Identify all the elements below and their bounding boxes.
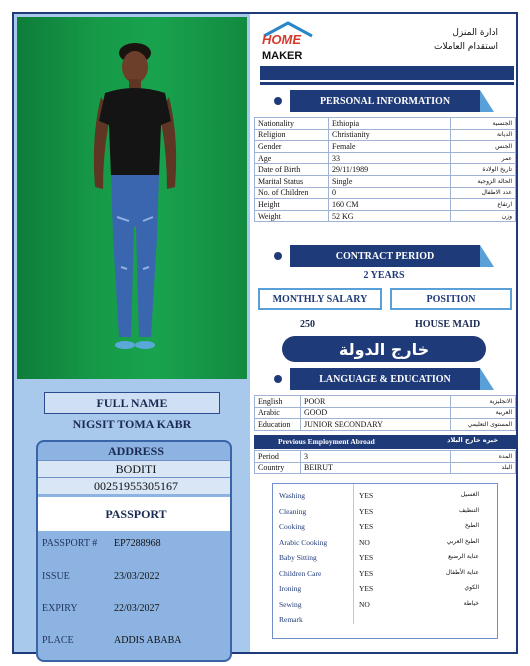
table-row — [255, 187, 516, 199]
row-label-ar: البلد — [451, 462, 516, 474]
passport-place-row — [42, 627, 230, 655]
home-maker-logo — [260, 20, 316, 64]
table-row — [255, 407, 516, 419]
header-accent-icon — [480, 368, 494, 390]
right-column — [250, 14, 518, 652]
table-row — [255, 210, 516, 222]
skill-name-ar: الكوي — [464, 584, 479, 591]
passport-number-value: EP7288968 — [114, 538, 161, 549]
table-row — [255, 419, 516, 431]
passport-expiry-value: 22/03/2027 — [114, 603, 160, 614]
skill-name-ar: الطبخ العربي — [446, 537, 479, 545]
table-row — [255, 462, 516, 474]
skill-name: Arabic Cooking — [279, 537, 328, 547]
skill-name: Cooking — [279, 522, 305, 531]
skill-name: Washing — [279, 491, 306, 500]
row-value: 52 KG — [329, 210, 451, 222]
skills-table — [272, 483, 498, 639]
section-bullet-icon — [274, 375, 282, 383]
arabic-header — [434, 26, 498, 54]
row-label: Nationality — [255, 118, 329, 130]
row-value: 0 — [329, 187, 451, 199]
previous-employment-title: Previous Employment Abroad — [278, 437, 375, 446]
skill-row — [273, 550, 497, 566]
candidate-photo — [17, 17, 247, 379]
row-label: Weight — [255, 210, 329, 222]
row-label-ar: الجنسية — [451, 118, 516, 130]
monthly-salary-label: MONTHLY SALARY — [258, 288, 382, 310]
header-accent-icon — [480, 245, 494, 267]
skill-row — [273, 581, 497, 597]
passport-place-label: PLACE — [42, 635, 74, 646]
table-row — [255, 199, 516, 211]
skill-value: NO — [359, 537, 370, 547]
row-label: Arabic — [255, 407, 301, 419]
full-name-value: NIGSIT TOMA KABR — [72, 417, 192, 431]
row-value: 33 — [329, 152, 451, 164]
table-row — [255, 118, 516, 130]
row-label-ar: الديانة — [451, 129, 516, 141]
row-value: 160 CM — [329, 199, 451, 211]
monthly-salary-value: 250 — [300, 319, 315, 330]
skill-value: YES — [359, 584, 374, 593]
row-label-ar: المستوى التعليمي — [451, 419, 516, 431]
skill-name: Sewing — [279, 599, 302, 609]
passport-issue-label: ISSUE — [42, 571, 70, 582]
row-value: Female — [329, 141, 451, 153]
passport-expiry-label: EXPIRY — [42, 603, 78, 614]
address-label: ADDRESS — [107, 444, 164, 458]
skill-value: YES — [359, 553, 374, 562]
passport-place-value: ADDIS ABABA — [114, 635, 182, 646]
skill-name: Children Care — [279, 568, 322, 578]
row-value: JUNIOR SECONDARY — [301, 419, 451, 431]
skill-value: YES — [359, 522, 374, 531]
skill-row — [273, 504, 497, 520]
skill-name-ar: عناية الأطفال — [445, 568, 479, 576]
row-label-ar: عدد الاطفال — [451, 187, 516, 199]
skill-row — [273, 488, 497, 504]
contract-period-header: CONTRACT PERIOD — [290, 245, 480, 267]
row-label-ar: الجنس — [451, 141, 516, 153]
left-column — [14, 14, 250, 652]
skill-name-ar: الطبخ — [464, 522, 479, 529]
row-label: Country — [255, 462, 301, 474]
header-accent-icon — [480, 90, 494, 112]
row-label: English — [255, 396, 301, 408]
table-row — [255, 152, 516, 164]
skill-name-ar: عناية الرضيع — [448, 553, 479, 560]
passport-title: PASSPORT — [38, 497, 232, 531]
skill-row — [273, 597, 497, 613]
logo-maker-text: MAKER — [262, 50, 303, 62]
row-label: Period — [255, 451, 301, 463]
arabic-header-line-2: استقدام العاملات — [434, 42, 498, 52]
position-label: POSITION — [390, 288, 512, 310]
personal-info-header: PERSONAL INFORMATION — [290, 90, 480, 112]
previous-employment-table — [254, 450, 516, 474]
row-label: Education — [255, 419, 301, 431]
skill-name-ar: الغسيل — [460, 491, 479, 498]
header-rule — [260, 82, 514, 85]
passport-number-row — [42, 530, 230, 558]
skill-row — [273, 612, 497, 628]
row-label-ar: العربية — [451, 407, 516, 419]
section-bullet-icon — [274, 97, 282, 105]
full-name-label: FULL NAME — [44, 392, 220, 414]
table-row — [255, 164, 516, 176]
row-label: Religion — [255, 129, 329, 141]
row-label-ar: الحالة الزوجية — [451, 175, 516, 187]
row-value: POOR — [301, 396, 451, 408]
previous-employment-title-ar: خبره خارج البلاد — [447, 436, 498, 444]
row-label: Marital Status — [255, 175, 329, 187]
row-value: 29/11/1989 — [329, 164, 451, 176]
arabic-header-line-1: ادارة المنزل — [452, 28, 498, 38]
passport-issue-row — [42, 563, 230, 591]
address-passport-card — [36, 440, 232, 662]
skill-name: Remark — [279, 615, 303, 624]
row-label-ar: المده — [451, 451, 516, 463]
row-value: GOOD — [301, 407, 451, 419]
skill-row — [273, 566, 497, 582]
table-row — [255, 175, 516, 187]
table-row — [255, 141, 516, 153]
row-label: No. of Children — [255, 187, 329, 199]
skill-value: YES — [359, 568, 374, 578]
skill-name: Ironing — [279, 584, 302, 593]
row-label: Height — [255, 199, 329, 211]
row-label-ar: الانجليزية — [451, 396, 516, 408]
position-value: HOUSE MAID — [415, 319, 481, 330]
skill-value: NO — [359, 599, 370, 609]
language-education-header: LANGUAGE & EDUCATION — [290, 368, 480, 390]
row-label: Age — [255, 152, 329, 164]
address-line-2: 00251955305167 — [38, 477, 232, 494]
skill-row — [273, 535, 497, 551]
passport-expiry-row — [42, 595, 230, 623]
passport-number-label: PASSPORT # — [42, 538, 98, 549]
row-label: Gender — [255, 141, 329, 153]
section-bullet-icon — [274, 252, 282, 260]
skill-value: YES — [359, 491, 374, 500]
logo-home-text: HOME — [262, 32, 301, 47]
row-label-ar: عمر — [451, 152, 516, 164]
abroad-banner: خارج الدولة — [282, 336, 486, 362]
row-value: BEIRUT — [301, 462, 451, 474]
skill-value: YES — [359, 506, 374, 516]
language-table — [254, 395, 516, 431]
row-value: 3 — [301, 451, 451, 463]
address-line-1: BODITI — [38, 460, 232, 477]
previous-employment-header — [254, 435, 516, 449]
row-value: Christianity — [329, 129, 451, 141]
table-row — [255, 451, 516, 463]
personal-info-table — [254, 117, 516, 222]
table-row — [255, 396, 516, 408]
row-label-ar: وزن — [451, 210, 516, 222]
skill-name-ar: خياطة — [463, 599, 479, 607]
row-label-ar: تاريخ الولادة — [451, 164, 516, 176]
skill-name: Baby Sitting — [279, 553, 317, 562]
contract-period-value: 2 YEARS — [363, 270, 405, 281]
row-label: Date of Birth — [255, 164, 329, 176]
skill-name-ar: التنظيف — [458, 506, 479, 514]
skill-name: Cleaning — [279, 506, 307, 516]
header-bar — [260, 66, 514, 80]
passport-issue-value: 23/03/2022 — [114, 571, 160, 582]
table-row — [255, 129, 516, 141]
row-value: Single — [329, 175, 451, 187]
skill-row — [273, 519, 497, 535]
row-value: Ethiopia — [329, 118, 451, 130]
row-label-ar: ارتفاع — [451, 199, 516, 211]
